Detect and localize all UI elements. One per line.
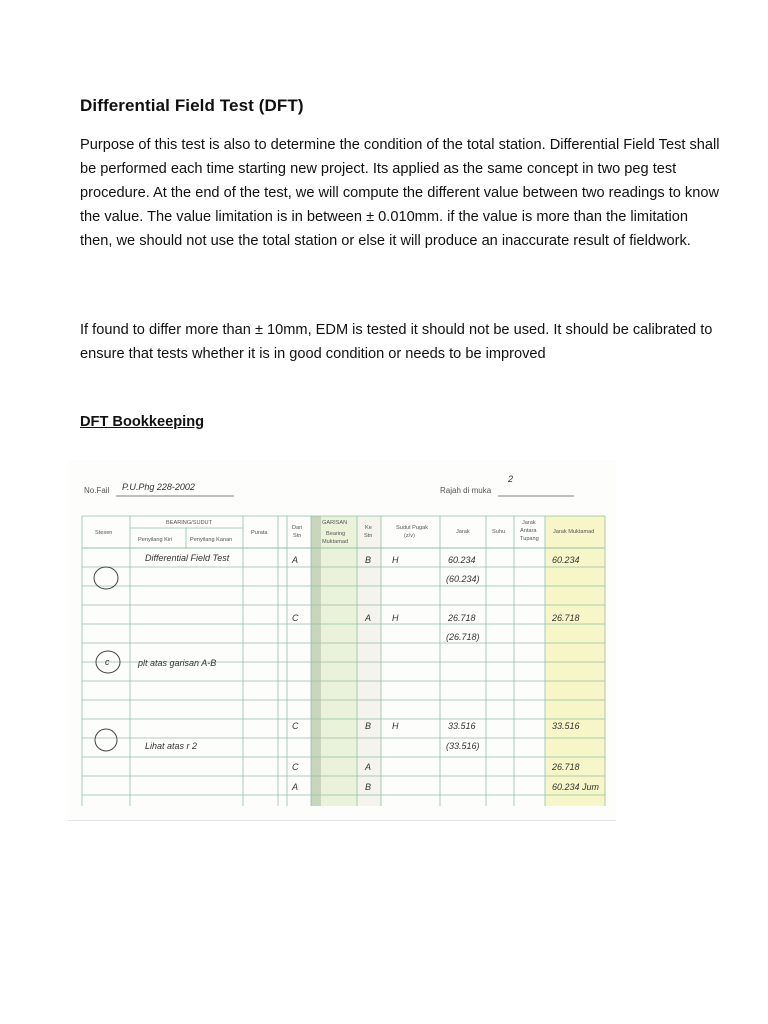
row5-from: A [292, 782, 299, 792]
row3-final-distance: 33.516 [552, 721, 580, 731]
row1-from: A [292, 555, 299, 565]
row4-final-distance: 26.718 [552, 762, 580, 772]
dft-bookkeeping-form-image [68, 460, 616, 820]
header-jarak-antara-1: Jarak [522, 520, 536, 526]
header-jarak-antara-3: Tupang [520, 536, 539, 542]
refer-label: Rajah di muka [440, 486, 492, 495]
row3-distance-check: (33.516) [446, 741, 480, 751]
row1-note: Differential Field Test [145, 553, 230, 563]
header-sudut-pugak-1: Sudut Pugak [396, 525, 429, 531]
header-bearing-mutlak-1: Bearing [326, 531, 346, 537]
header-ke-stn-1: Ke [365, 525, 372, 531]
row1-final-distance: 60.234 [552, 555, 580, 565]
row2-face: H [392, 613, 399, 623]
header-sudut-pugak-2: (z/v) [404, 533, 415, 539]
row2-from: C [292, 613, 299, 623]
document-title: Differential Field Test (DFT) [80, 96, 304, 115]
file-label: No.Fail [84, 486, 110, 495]
row5-final-distance: 60.234 Jum [552, 782, 600, 792]
row2-distance-check: (26.718) [446, 632, 480, 642]
header-ke-stn-2: Stn [364, 533, 373, 539]
row1-to: B [365, 555, 372, 565]
row2-final-distance: 26.718 [552, 613, 580, 623]
row4-to: A [365, 762, 372, 772]
row3-distance: 33.516 [448, 721, 476, 731]
row3-face: H [392, 721, 399, 731]
header-right-face: Penyilang Kanan [190, 537, 233, 543]
header-dari-stn-2: Stn [293, 533, 302, 539]
header-dari-stn-1: Dari [292, 525, 303, 531]
row2-note: plt atas garisan A-B [138, 658, 217, 668]
edm-paragraph: If found to differ more than ± 10mm, EDM is tested it should not be used. It should be calibrated to ensure that tests whether it is in good condition or needs to be improved [80, 322, 713, 362]
row1-face: H [392, 555, 399, 565]
row3-from: C [292, 721, 299, 731]
header-garisan: GARISAN [322, 520, 348, 526]
row3-to: B [365, 721, 372, 731]
garisan-column-shade [311, 516, 321, 806]
station-circle-3 [95, 729, 117, 751]
header-stesen: Stesen [95, 530, 113, 536]
header-suhu: Suhu [492, 529, 506, 535]
row2-distance: 26.718 [448, 613, 476, 623]
header-bearing-mutlak-2: Muktamad [322, 539, 349, 545]
header-jarak-muktamad: Jarak Muktamad [553, 529, 595, 535]
refer-number: 2 [508, 474, 514, 484]
file-number: P.U.Phg 228-2002 [122, 482, 195, 492]
row3-note: Lihat atas r 2 [145, 741, 198, 751]
dft-bookkeeping-heading: DFT Bookkeeping [80, 414, 205, 430]
header-purata: Purata [251, 530, 268, 536]
row4-from: C [292, 762, 299, 772]
row1-distance: 60.234 [448, 555, 476, 565]
station-circle-2-label: c [105, 657, 110, 667]
header-jarak-antara-2: Antara [520, 528, 537, 534]
row1-distance-check: (60.234) [446, 574, 480, 584]
row2-to: A [365, 613, 372, 623]
header-bearing: BEARING/SUDUT [166, 520, 212, 526]
header-left-face: Penyilang Kiri [138, 537, 173, 543]
row5-to: B [365, 782, 372, 792]
header-jarak: Jarak [456, 529, 470, 535]
purpose-paragraph: Purpose of this test is also to determine the condition of the total station. Differential Field Test shall be performed each time starting new project. Its applied as the same concept in two peg test procedure. At the end of the test, we will compute the different value between two readings to know the value. The value limitation is in between ± 0.010mm. if the value is more than the limitation then, we should not use the total station or else it will produce an inaccurate result of fieldwork. [80, 137, 720, 249]
